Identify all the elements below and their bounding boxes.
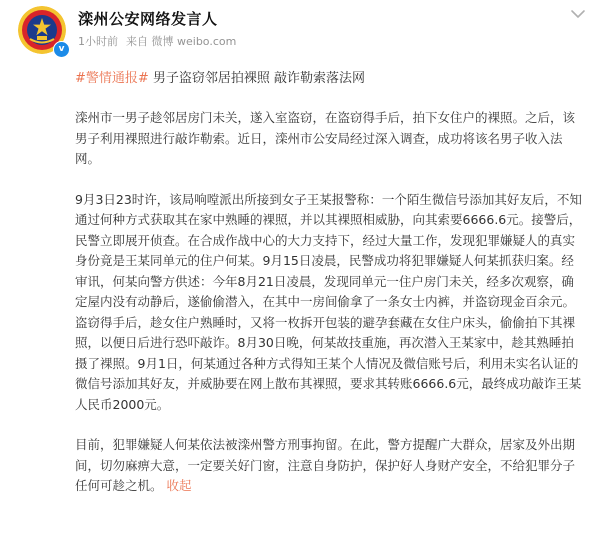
post-title	[75, 67, 365, 86]
post-content	[75, 108, 585, 517]
paragraph-warning-text: 目前，犯罪嫌疑人何某依法被滦州警方刑事拘留。在此，警方提醒广大群众，居家及外出期间，切勿麻痹大意，一定要关好门窗，注意自身防护，保护好人身财产安全，不给犯罪分子任何可趁之机。	[75, 437, 576, 493]
paragraph-warning	[75, 435, 585, 497]
author-name[interactable]: 滦州公安网络发言人	[78, 10, 218, 28]
post-headline: 男子盗窃邻居拍裸照 敲诈勒索落法网	[148, 71, 366, 86]
post-meta	[78, 33, 244, 49]
chevron-down-icon[interactable]	[570, 8, 586, 20]
post-header	[18, 6, 588, 68]
paragraph-details: 9月3日23时许，该局响嘡派出所接到女子王某报警称：一个陌生微信号添加其好友后，不知通过何种方式获取其在家中熟睡的裸照，并以其裸照相威胁，向其索要6666.6元。接警后，民警立即展开侦查。在合成作战中心的大力支持下，经过大量工作，发现犯罪嫌疑人的真实身份竟是王某同单元的住户何某。9月15日凌晨，民警成功将犯罪嫌疑人何某抓获归案。经审讯，何某向警方供述：今年8月21日凌晨，发现同单元一住户房门未关，经多次观察，确定屋内没有动静后，遂偷偷潜入，在其中一房间偷拿了一条女士内裤，并盗窃现金百余元。盗窃得手后，趁女住户熟睡时，又将一枚拆开包装的避孕套藏在女住户床头，偷偷拍下其裸照，以便日后进行恐吓敲诈。8月30日晚，何某故技重施，再次潜入王某家中，趁其熟睡拍摄了裸照。9月1日，何某通过各种方式得知王某个人情况及微信账号后，利用未实名认证的微信号添加其好友，并威胁要在网上散布其裸照，要求其转账6666.6元，最终成功敲诈王某人民币2000元。	[75, 191, 582, 412]
paragraph-intro: 滦州市一男子趁邻居房门未关，遂入室盗窃，在盗窃得手后，拍下女住户的裸照。之后，该男子利用裸照进行敲诈勒索。近日，滦州市公安局经过深入调查，成功将该名男子收入法网。	[75, 110, 576, 166]
collapse-link[interactable]: 收起	[166, 478, 192, 493]
verified-badge-icon: v	[53, 41, 70, 58]
post-time[interactable]: 1小时前	[78, 35, 118, 48]
post-source: 来自 微博 weibo.com	[126, 35, 237, 48]
hashtag-link[interactable]: #警情通报#	[75, 71, 149, 86]
